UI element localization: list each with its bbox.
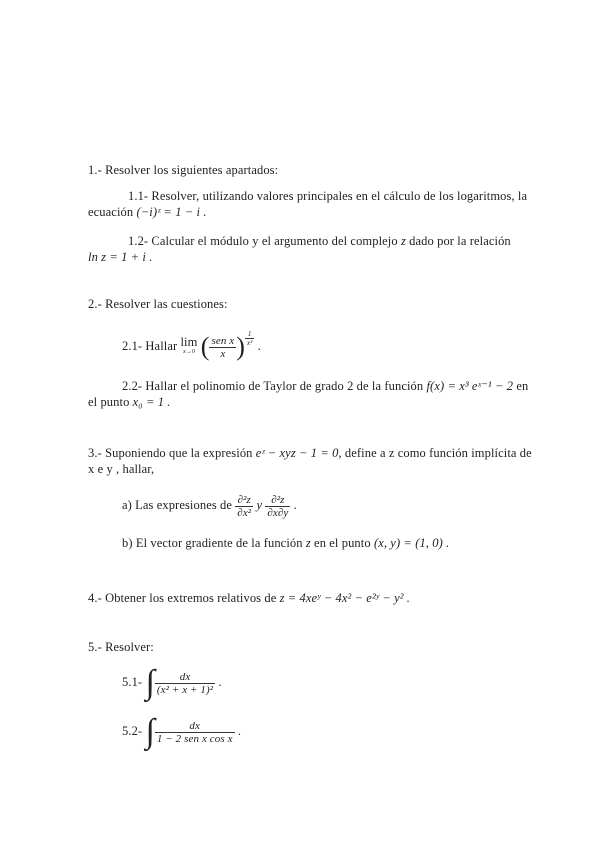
item-3-a: [122, 488, 297, 522]
item-5-1: [122, 662, 222, 702]
second-partial-xy-den: ∂x∂y: [267, 506, 289, 519]
item-1-1-lead: ecuación: [88, 205, 134, 219]
limit-exponent: [245, 330, 254, 347]
integral-5-1-num: dx: [155, 671, 215, 684]
item-1-2-text-post: dado por la relación: [409, 234, 511, 248]
right-paren: ): [236, 332, 246, 362]
left-paren: (: [200, 332, 210, 362]
taylor-point: x₀ = 1 .: [132, 395, 171, 409]
integral-sign: ∫: [145, 664, 155, 702]
integral-5-2-num: dx: [155, 720, 235, 733]
section-1-heading: 1.- Resolver los siguientes apartados:: [88, 163, 279, 177]
fraction-denominator: x: [220, 347, 226, 360]
section-3-text-post: , define a z como función implícita de: [338, 446, 532, 460]
item-2-1-label: 2.1- Hallar: [122, 339, 178, 353]
section-3-text: 3.- Suponiendo que la expresión: [88, 446, 253, 460]
item-1-1-line1: 1.1- Resolver, utilizando valores principales en el cálculo de los logaritmos, la: [128, 189, 528, 203]
gradient-point: (x, y) = (1, 0) .: [373, 536, 450, 550]
item-3-b-var: z: [305, 536, 311, 550]
second-partial-xy-num: ∂²z: [265, 494, 290, 507]
second-partial-xx-den: ∂x²: [237, 506, 252, 519]
item-1-1-line2: [88, 205, 207, 220]
integral-5-1-fraction: [155, 671, 215, 696]
item-2-2-text-post: en: [516, 379, 529, 393]
extrema-function: z = 4xeʸ − 4x² − e²ʸ − y² .: [279, 591, 411, 605]
section-3-line1: [88, 446, 532, 461]
section-2-heading: 2.- Resolver las cuestiones:: [88, 297, 228, 311]
integral-5-1-den: (x² + x + 1)²: [156, 683, 214, 696]
fraction-numerator: sen x: [211, 334, 235, 347]
item-2-2-lead: el punto: [88, 395, 130, 409]
sinx-over-x-fraction: [209, 335, 236, 360]
item-2-2-line1: [122, 379, 528, 394]
item-3-a-end: .: [293, 498, 297, 512]
second-partial-xx-num: ∂²z: [235, 494, 253, 507]
exponent-numerator: 1: [245, 330, 254, 339]
section-4-text: 4.- Obtener los extremos relativos de: [88, 591, 277, 605]
section-4: [88, 591, 410, 606]
item-5-1-end: .: [218, 675, 222, 689]
item-3-a-and: y: [256, 498, 263, 512]
exponent-denominator: x²: [247, 339, 253, 347]
item-5-2-end: .: [237, 724, 242, 738]
item-2-1-end: .: [257, 339, 261, 353]
item-2-2-text: 2.2- Hallar el polinomio de Taylor de grado 2 de la función: [122, 379, 424, 393]
item-5-1-label: 5.1-: [122, 675, 143, 689]
item-3-b-mid: en el punto: [314, 536, 371, 550]
section-5-heading: 5.- Resolver:: [88, 640, 154, 654]
section-3-line2: x e y , hallar,: [88, 462, 155, 476]
integral-5-2-fraction: [155, 720, 235, 745]
item-2-2-line2: [88, 395, 171, 410]
limit-subscript: x→0: [182, 349, 195, 356]
second-partial-xy: [265, 494, 290, 519]
item-5-2-label: 5.2-: [122, 724, 143, 738]
integral-5-2-den: 1 − 2 sen x cos x: [156, 732, 233, 745]
item-5-2: [122, 711, 241, 751]
item-1-2-equation: ln z = 1 + i .: [88, 250, 153, 264]
item-2-1: [122, 328, 261, 364]
item-3-b-text: b) El vector gradiente de la función: [122, 536, 303, 550]
item-1-1-equation: (−i)ᶻ = 1 − i .: [136, 205, 207, 219]
item-3-a-text: a) Las expresiones de: [122, 498, 233, 512]
second-partial-xx: [235, 494, 253, 519]
taylor-function: f(x) = x³ eˣ⁻¹ − 2: [426, 379, 514, 393]
limit-word: lim: [180, 335, 198, 350]
item-1-2-var: z: [400, 234, 406, 248]
implicit-equation: eᶻ − xyz − 1 = 0: [255, 446, 339, 460]
item-1-2-line1: [128, 234, 511, 249]
limit-operator: [180, 337, 197, 357]
item-3-b: [122, 536, 449, 551]
item-1-2-text: 1.2- Calcular el módulo y el argumento del complejo: [128, 234, 398, 248]
integral-sign: ∫: [145, 713, 155, 751]
